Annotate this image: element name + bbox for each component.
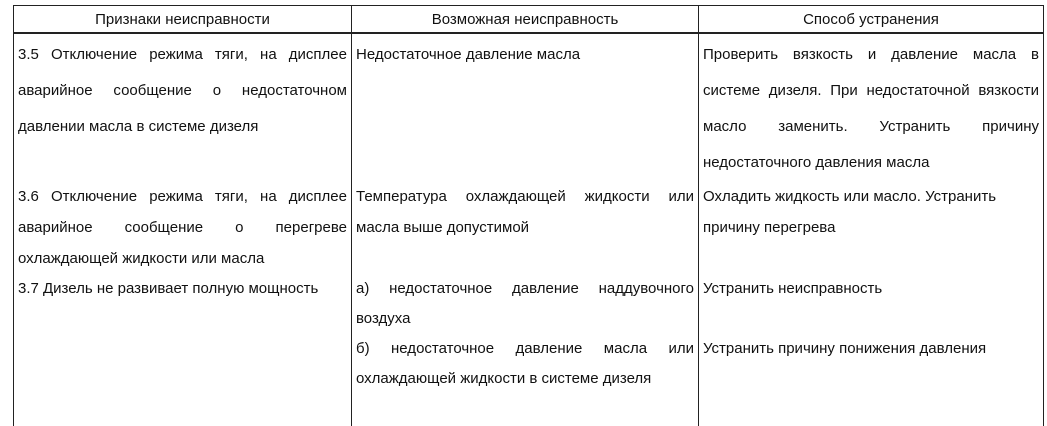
header-symptom: Признаки неисправности bbox=[14, 6, 352, 34]
cause-cell bbox=[352, 181, 699, 274]
remedy-text: Устранить причину понижения давления bbox=[703, 340, 987, 357]
table-row bbox=[14, 334, 1044, 426]
cause-text: Недостаточное давление масла bbox=[356, 46, 581, 63]
remedy-cell bbox=[699, 181, 1044, 274]
remedy-cell bbox=[699, 33, 1044, 181]
symptom-cell bbox=[14, 274, 352, 334]
cause-text: а) недостаточное давление наддувочного воздуха bbox=[356, 280, 694, 327]
table-row bbox=[14, 181, 1044, 274]
remedy-text: Проверить вязкость и давление масла в системе дизеля. При недостаточной вязкости масло заменить. Устранить причину недостаточного давления масла bbox=[703, 46, 1039, 171]
symptom-cell bbox=[14, 33, 352, 181]
cause-cell bbox=[352, 33, 699, 181]
header-cause: Возможная неисправность bbox=[352, 6, 699, 34]
symptom-text: 3.6 Отключение режима тяги, на дисплее аварийное сообщение о перегреве охлаждающей жидкости или масла bbox=[18, 188, 347, 267]
cause-text: Температура охлаждающей жидкости или масла выше допустимой bbox=[356, 188, 694, 236]
remedy-cell bbox=[699, 274, 1044, 334]
symptom-text: 3.5 Отключение режима тяги, на дисплее аварийное сообщение о недостаточном давлении масла в системе дизеля bbox=[18, 46, 347, 135]
remedy-text: Устранить неисправность bbox=[703, 280, 883, 297]
symptom-cell bbox=[14, 181, 352, 274]
table-row bbox=[14, 33, 1044, 181]
remedy-text: Охладить жидкость или масло. Устранить причину перегрева bbox=[703, 188, 997, 236]
cause-text: б) недостаточное давление масла или охлаждающей жидкости в системе дизеля bbox=[356, 340, 694, 387]
header-remedy: Способ устранения bbox=[699, 6, 1044, 34]
table-header-row bbox=[14, 6, 1044, 34]
troubleshooting-table bbox=[13, 5, 1044, 426]
cause-cell bbox=[352, 274, 699, 334]
symptom-cell bbox=[14, 334, 352, 426]
cause-cell bbox=[352, 334, 699, 426]
symptom-text: 3.7 Дизель не развивает полную мощность bbox=[18, 280, 319, 297]
remedy-cell bbox=[699, 334, 1044, 426]
table-row bbox=[14, 274, 1044, 334]
